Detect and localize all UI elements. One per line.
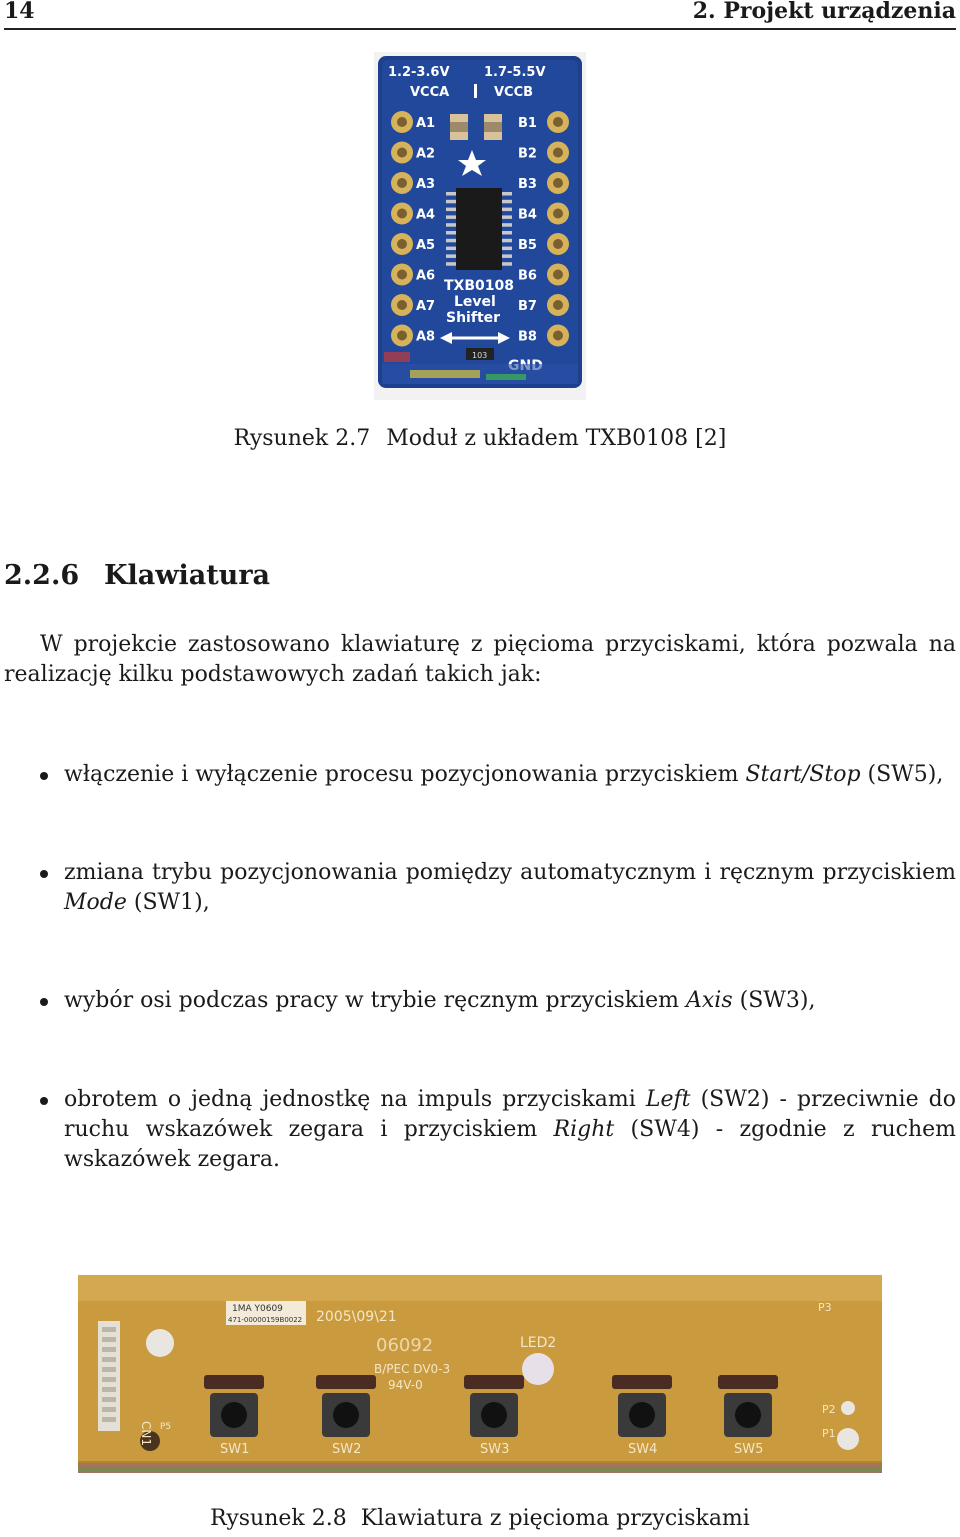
p2-label: P2: [822, 1403, 836, 1416]
p3-label: P3: [818, 1301, 832, 1314]
vcca-label: VCCA: [410, 85, 450, 100]
mounting-hole: [837, 1428, 859, 1450]
p1-label: P1: [822, 1427, 836, 1440]
section-title: Klawiatura: [104, 560, 271, 591]
pin-label-a: A4: [416, 207, 436, 223]
intro-text: W projekcie zastosowano klawiaturę z pięcioma przyciskami, która pozwala na realizację kilku podstawowych zadań takich jak:: [4, 632, 956, 687]
resistor-label: 103: [472, 351, 488, 360]
bullet-icon: [40, 998, 48, 1006]
figure-2-7-caption-text: Moduł z układem TXB0108 [2]: [386, 426, 727, 451]
switch-label: SW4: [628, 1442, 658, 1457]
page-number: 14: [4, 0, 35, 24]
txb0108-module-photo: [374, 52, 586, 400]
voltage-a-label: 1.2-3.6V: [388, 65, 450, 80]
switch-label: SW1: [220, 1442, 250, 1457]
pin-label-b: B5: [518, 238, 537, 253]
button-name-right: Right: [553, 1117, 615, 1142]
pin-label-a: A1: [416, 116, 436, 131]
chip-line3-label: Shifter: [446, 310, 501, 326]
chip-line2-label: Level: [454, 294, 496, 310]
list-item-text: (SW2) - przeciwnie do ruchu wskazówek zegara i przyciskiem: [64, 1087, 956, 1142]
list-item-text: wybór osi podczas pracy w trybie ręcznym przyciskiem: [64, 988, 686, 1013]
pin-label-b: B1: [518, 116, 537, 131]
pin-label-a: A7: [416, 299, 436, 314]
bullet-icon: [40, 772, 48, 780]
connector-label: CN1: [139, 1421, 153, 1446]
switch-label: SW2: [332, 1442, 362, 1457]
figure-2-7-caption-label: Rysunek 2.7: [233, 426, 371, 451]
figure-2-8-caption-text: Klawiatura z pięcioma przyciskami: [360, 1506, 750, 1531]
led-component: [522, 1353, 554, 1385]
pin-label-b: B3: [518, 177, 537, 192]
maker-label: B/PEC DV0-3: [374, 1362, 451, 1376]
txb0108-chip: [456, 188, 502, 270]
bullet-icon: [40, 1097, 48, 1105]
figure-2-7-caption: [0, 426, 960, 451]
pin-label-b: B6: [518, 268, 537, 284]
pin-label-a: A3: [416, 177, 436, 192]
pin-label-b: B8: [518, 329, 537, 345]
section-number: 2.2.6: [4, 560, 80, 591]
pin-label-a: A2: [416, 146, 436, 162]
pin-label-b: B4: [518, 207, 537, 223]
list-item-text: zmiana trybu pozycjonowania pomiędzy automatycznym i ręcznym przyciskiem: [64, 860, 956, 885]
pin-label-b: B2: [518, 146, 537, 162]
button-name-start-stop: Start/Stop: [745, 762, 861, 787]
sticker-line2: 471-00000159B0022: [228, 1316, 303, 1324]
pin-label-a: A8: [416, 329, 436, 345]
pin-label-a: A6: [416, 268, 436, 284]
rating-label: 94V-0: [388, 1378, 423, 1392]
figure-2-8-caption-label: Rysunek 2.8: [210, 1506, 347, 1531]
list-item-text: (SW3),: [732, 988, 816, 1013]
pin-label-a: A5: [416, 238, 436, 253]
mounting-hole: [146, 1329, 174, 1357]
switch-label: SW3: [480, 1442, 510, 1457]
mounting-hole: [841, 1401, 855, 1415]
figure-2-8-caption: [0, 1506, 960, 1531]
intro-paragraph: [4, 630, 956, 690]
running-header-chapter: 2. Projekt urządzenia: [692, 0, 956, 24]
keyboard-pcb-photo: [76, 1271, 884, 1481]
voltage-b-label: 1.7-5.5V: [484, 65, 546, 80]
list-item: [64, 760, 956, 790]
chip-name-label: TXB0108: [444, 278, 514, 294]
pcb-code-label: 06092: [376, 1335, 434, 1356]
switch-label: SW5: [734, 1442, 764, 1457]
list-item-text: (SW4) - zgodnie z ruchem wskazówek zegara.: [64, 1117, 956, 1172]
button-name-axis: Axis: [686, 988, 733, 1013]
p5-label: P5: [160, 1422, 172, 1432]
button-name-mode: Mode: [64, 890, 127, 915]
list-item: [64, 858, 956, 918]
section-heading: [4, 560, 270, 591]
list-item: [64, 986, 956, 1016]
list-item-text: (SW5),: [860, 762, 944, 787]
list-item-text: obrotem o jedną jednostkę na impuls przyciskami: [64, 1087, 646, 1112]
button-name-left: Left: [645, 1087, 691, 1112]
list-item-text: (SW1),: [126, 890, 210, 915]
sticker-line1: 1MA Y0609: [232, 1304, 283, 1314]
list-item: [64, 1085, 956, 1175]
vccb-label: VCCB: [494, 85, 534, 100]
pin-label-b: B7: [518, 299, 537, 314]
date-label: 2005\09\21: [316, 1309, 397, 1325]
list-item-text: włączenie i wyłączenie procesu pozycjonowania przyciskiem: [64, 762, 746, 787]
header-rule: [4, 28, 956, 30]
led-label: LED2: [520, 1335, 557, 1351]
bullet-icon: [40, 870, 48, 878]
